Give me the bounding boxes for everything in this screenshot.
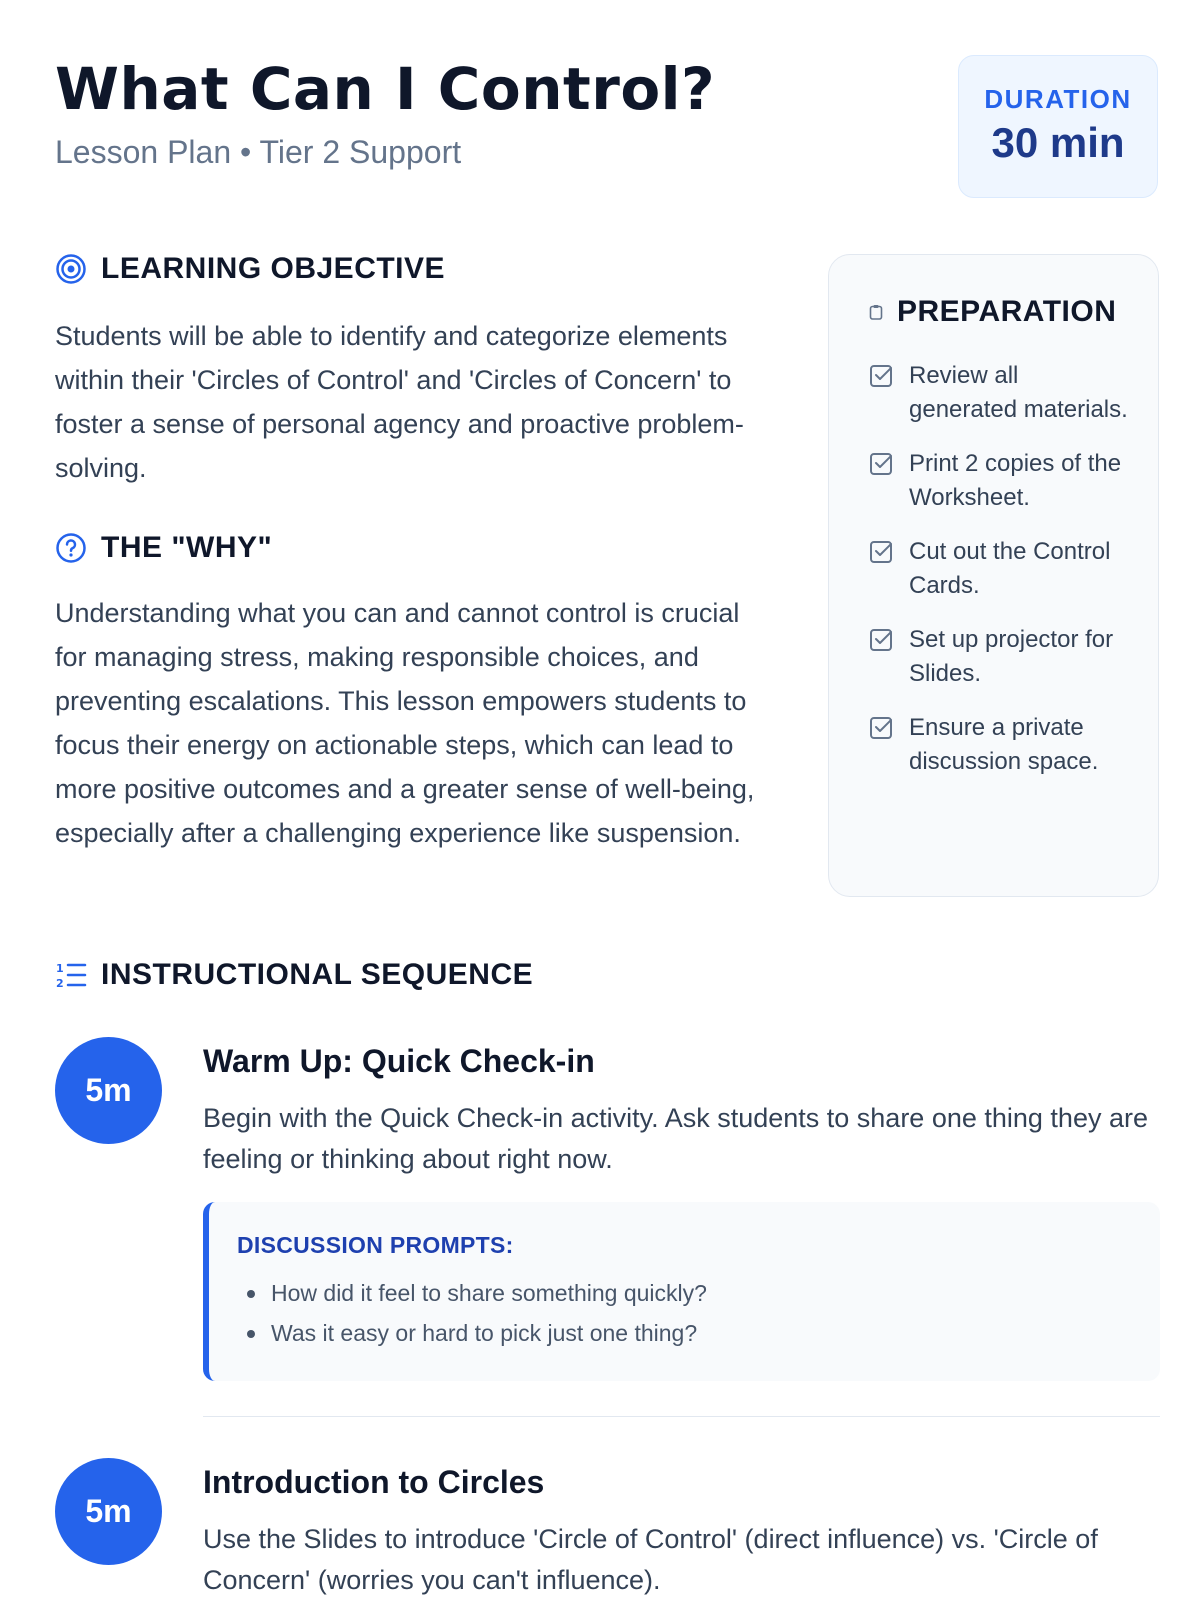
preparation-item-text: Cut out the Control Cards. (909, 538, 1111, 599)
numbered-list-icon (55, 959, 87, 991)
page-subtitle: Lesson Plan • Tier 2 Support (55, 134, 462, 170)
sequence-heading-label: INSTRUCTIONAL SEQUENCE (101, 958, 534, 991)
sequence-heading (55, 958, 533, 992)
svg-text:1: 1 (56, 962, 64, 975)
preparation-item (869, 359, 1130, 427)
discussion-prompts-label: DISCUSSION PROMPTS: (237, 1232, 514, 1258)
step-time-badge: 5m (55, 1037, 162, 1144)
discussion-prompt: How did it feel to share something quickly? (237, 1273, 1132, 1313)
objective-heading (55, 252, 445, 286)
svg-text:2: 2 (56, 977, 64, 990)
why-text: Understanding what you can and cannot control is crucial for managing stress, making responsible choices, and preventing escalations. This lesson empowers students to focus their energy on actionable steps, which can lead to more positive outcomes and a greater sense of well-being, especially after a challenging experience like suspension. (55, 598, 755, 848)
checkbox-icon (869, 539, 895, 565)
step-content (203, 1037, 1160, 1381)
step-title: Introduction to Circles (203, 1464, 545, 1500)
objective-heading-label: LEARNING OBJECTIVE (101, 252, 446, 285)
duration-value: 30 min (991, 119, 1125, 166)
duration-card (958, 55, 1158, 198)
objective-text: Students will be able to identify and categorize elements within their 'Circles of Control' and 'Circles of Concern' to foster a sense of personal agency and proactive problem-solving. (55, 321, 744, 483)
preparation-heading (869, 295, 1130, 329)
duration-label: DURATION (984, 84, 1132, 114)
checkbox-icon (869, 363, 895, 389)
discussion-prompts-list (237, 1273, 1132, 1353)
step-description: Begin with the Quick Check-in activity. Ask students to share one thing they are feeling or thinking about right now. (203, 1103, 1148, 1174)
clipboard-icon (869, 304, 885, 320)
preparation-item-text: Ensure a private discussion space. (909, 714, 1099, 775)
checkbox-icon (869, 715, 895, 741)
target-icon (55, 253, 87, 285)
step-divider (203, 1416, 1160, 1417)
preparation-item-text: Print 2 copies of the Worksheet. (909, 450, 1122, 511)
question-circle-icon (55, 532, 87, 564)
preparation-item (869, 447, 1130, 515)
discussion-prompt: Was it easy or hard to pick just one thing? (237, 1313, 1132, 1353)
step-time-badge: 5m (55, 1458, 162, 1565)
preparation-item-text: Review all generated materials. (909, 362, 1128, 423)
why-heading (55, 531, 272, 565)
discussion-prompts-box (203, 1202, 1160, 1381)
preparation-heading-label: PREPARATION (897, 295, 1117, 328)
preparation-item (869, 535, 1130, 603)
step-description: Use the Slides to introduce 'Circle of Control' (direct influence) vs. 'Circle of Concern' (worries you can't influence). (203, 1524, 1098, 1595)
checkbox-icon (869, 627, 895, 653)
preparation-item (869, 623, 1130, 691)
preparation-item (869, 711, 1130, 779)
step-title: Warm Up: Quick Check-in (203, 1043, 595, 1079)
step-content (203, 1458, 1160, 1600)
preparation-card (828, 254, 1159, 897)
page-title: What Can I Control? (55, 55, 716, 123)
why-heading-label: THE "WHY" (101, 531, 273, 564)
preparation-item-text: Set up projector for Slides. (909, 626, 1114, 687)
checkbox-icon (869, 451, 895, 477)
